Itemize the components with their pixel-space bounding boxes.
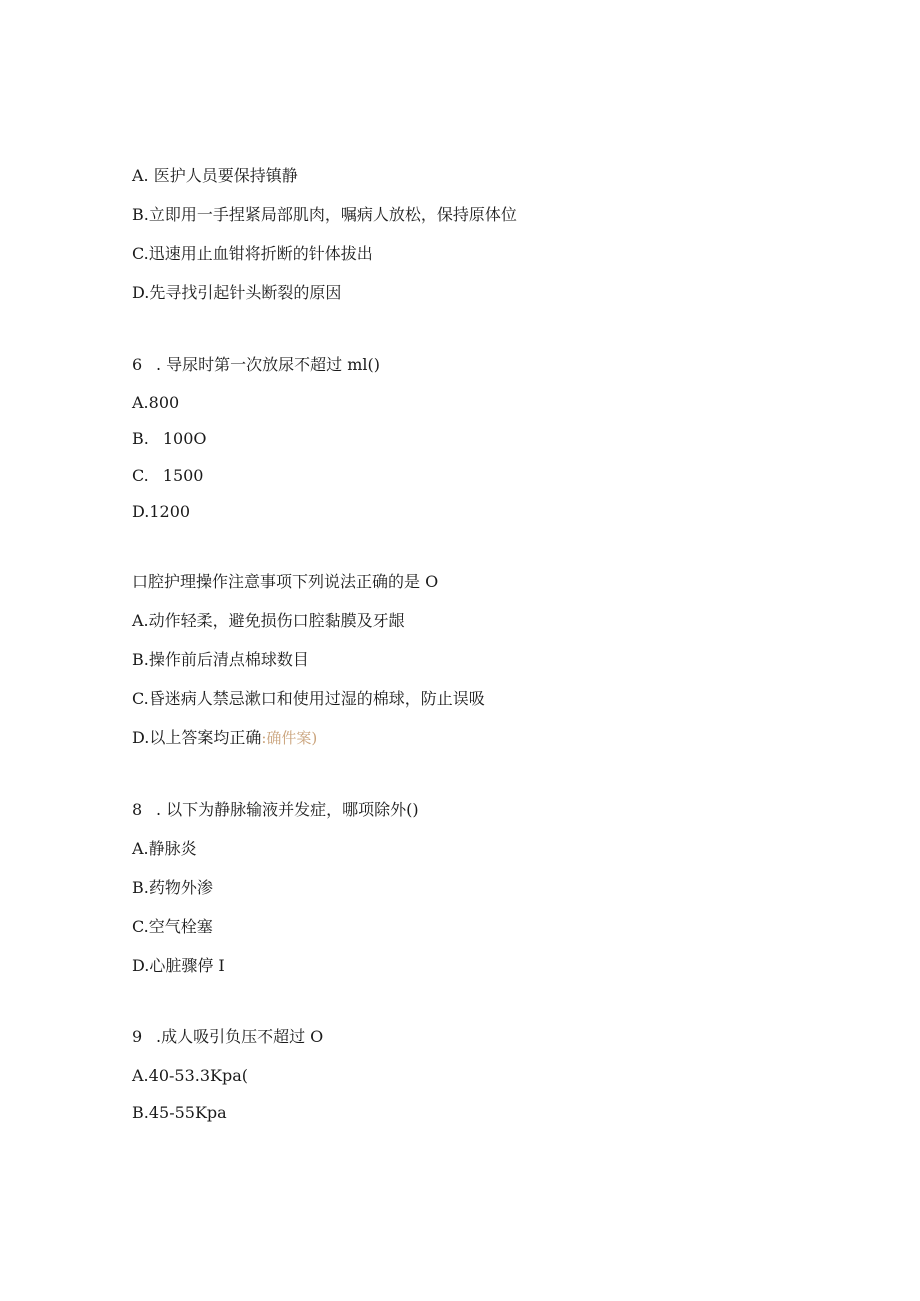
q6-option-b	[132, 429, 207, 449]
q8-text: . 以下为静脉输液并发症，哪项除外()	[156, 800, 419, 819]
q5-option-a: A. 医护人员要保持镇静	[132, 166, 298, 185]
q6-option-c	[132, 466, 203, 486]
q5-option-c: C.迅速用止血钳将折断的针体拔出	[132, 244, 373, 263]
q9-option-b: B.45-55Kpa	[132, 1103, 227, 1122]
q6-stem	[132, 355, 380, 375]
q6-option-d: D.1200	[132, 502, 191, 521]
q6-option-c-value: 1500	[162, 466, 204, 485]
q7-option-c: C.昏迷病人禁忌漱口和使用过湿的棉球，防止误吸	[132, 689, 485, 708]
q9-text: .成人吸引负压不超过 O	[156, 1027, 324, 1046]
q8-stem	[132, 800, 419, 820]
q6-text: . 导尿时第一次放尿不超过 ml()	[156, 355, 381, 374]
q9-stem	[132, 1027, 323, 1047]
q7-option-d	[132, 728, 317, 748]
q6-option-a: A.800	[132, 393, 180, 412]
q6-option-b-letter: B.	[132, 429, 149, 448]
q7-option-b: B.操作前后清点棉球数目	[132, 650, 309, 669]
q7-option-a: A.动作轻柔，避免损伤口腔黏膜及牙龈	[132, 611, 405, 630]
q8-option-b: B.药物外渗	[132, 878, 213, 897]
q8-option-c: C.空气栓塞	[132, 917, 213, 936]
q6-number: 6	[132, 355, 143, 374]
q5-option-d: D.先寻找引起针头断裂的原因	[132, 283, 342, 302]
q7-option-d-text: D.以上答案均正确	[132, 728, 262, 747]
q8-option-d: D.心脏骤停 I	[132, 956, 225, 975]
q9-number: 9	[132, 1027, 143, 1046]
q8-number: 8	[132, 800, 143, 819]
q9-option-a: A.40-53.3Kpa(	[132, 1066, 249, 1085]
q7-stem: 口腔护理操作注意事项下列说法正确的是 O	[132, 572, 439, 591]
q6-option-b-value: 100O	[162, 429, 207, 448]
q8-option-a: A.静脉炎	[132, 839, 197, 858]
q5-option-b: B.立即用一手捏紧局部肌肉，嘱病人放松，保持原体位	[132, 205, 517, 224]
q6-option-c-letter: C.	[132, 466, 149, 485]
q7-answer-hint: :确件案)	[261, 729, 318, 747]
